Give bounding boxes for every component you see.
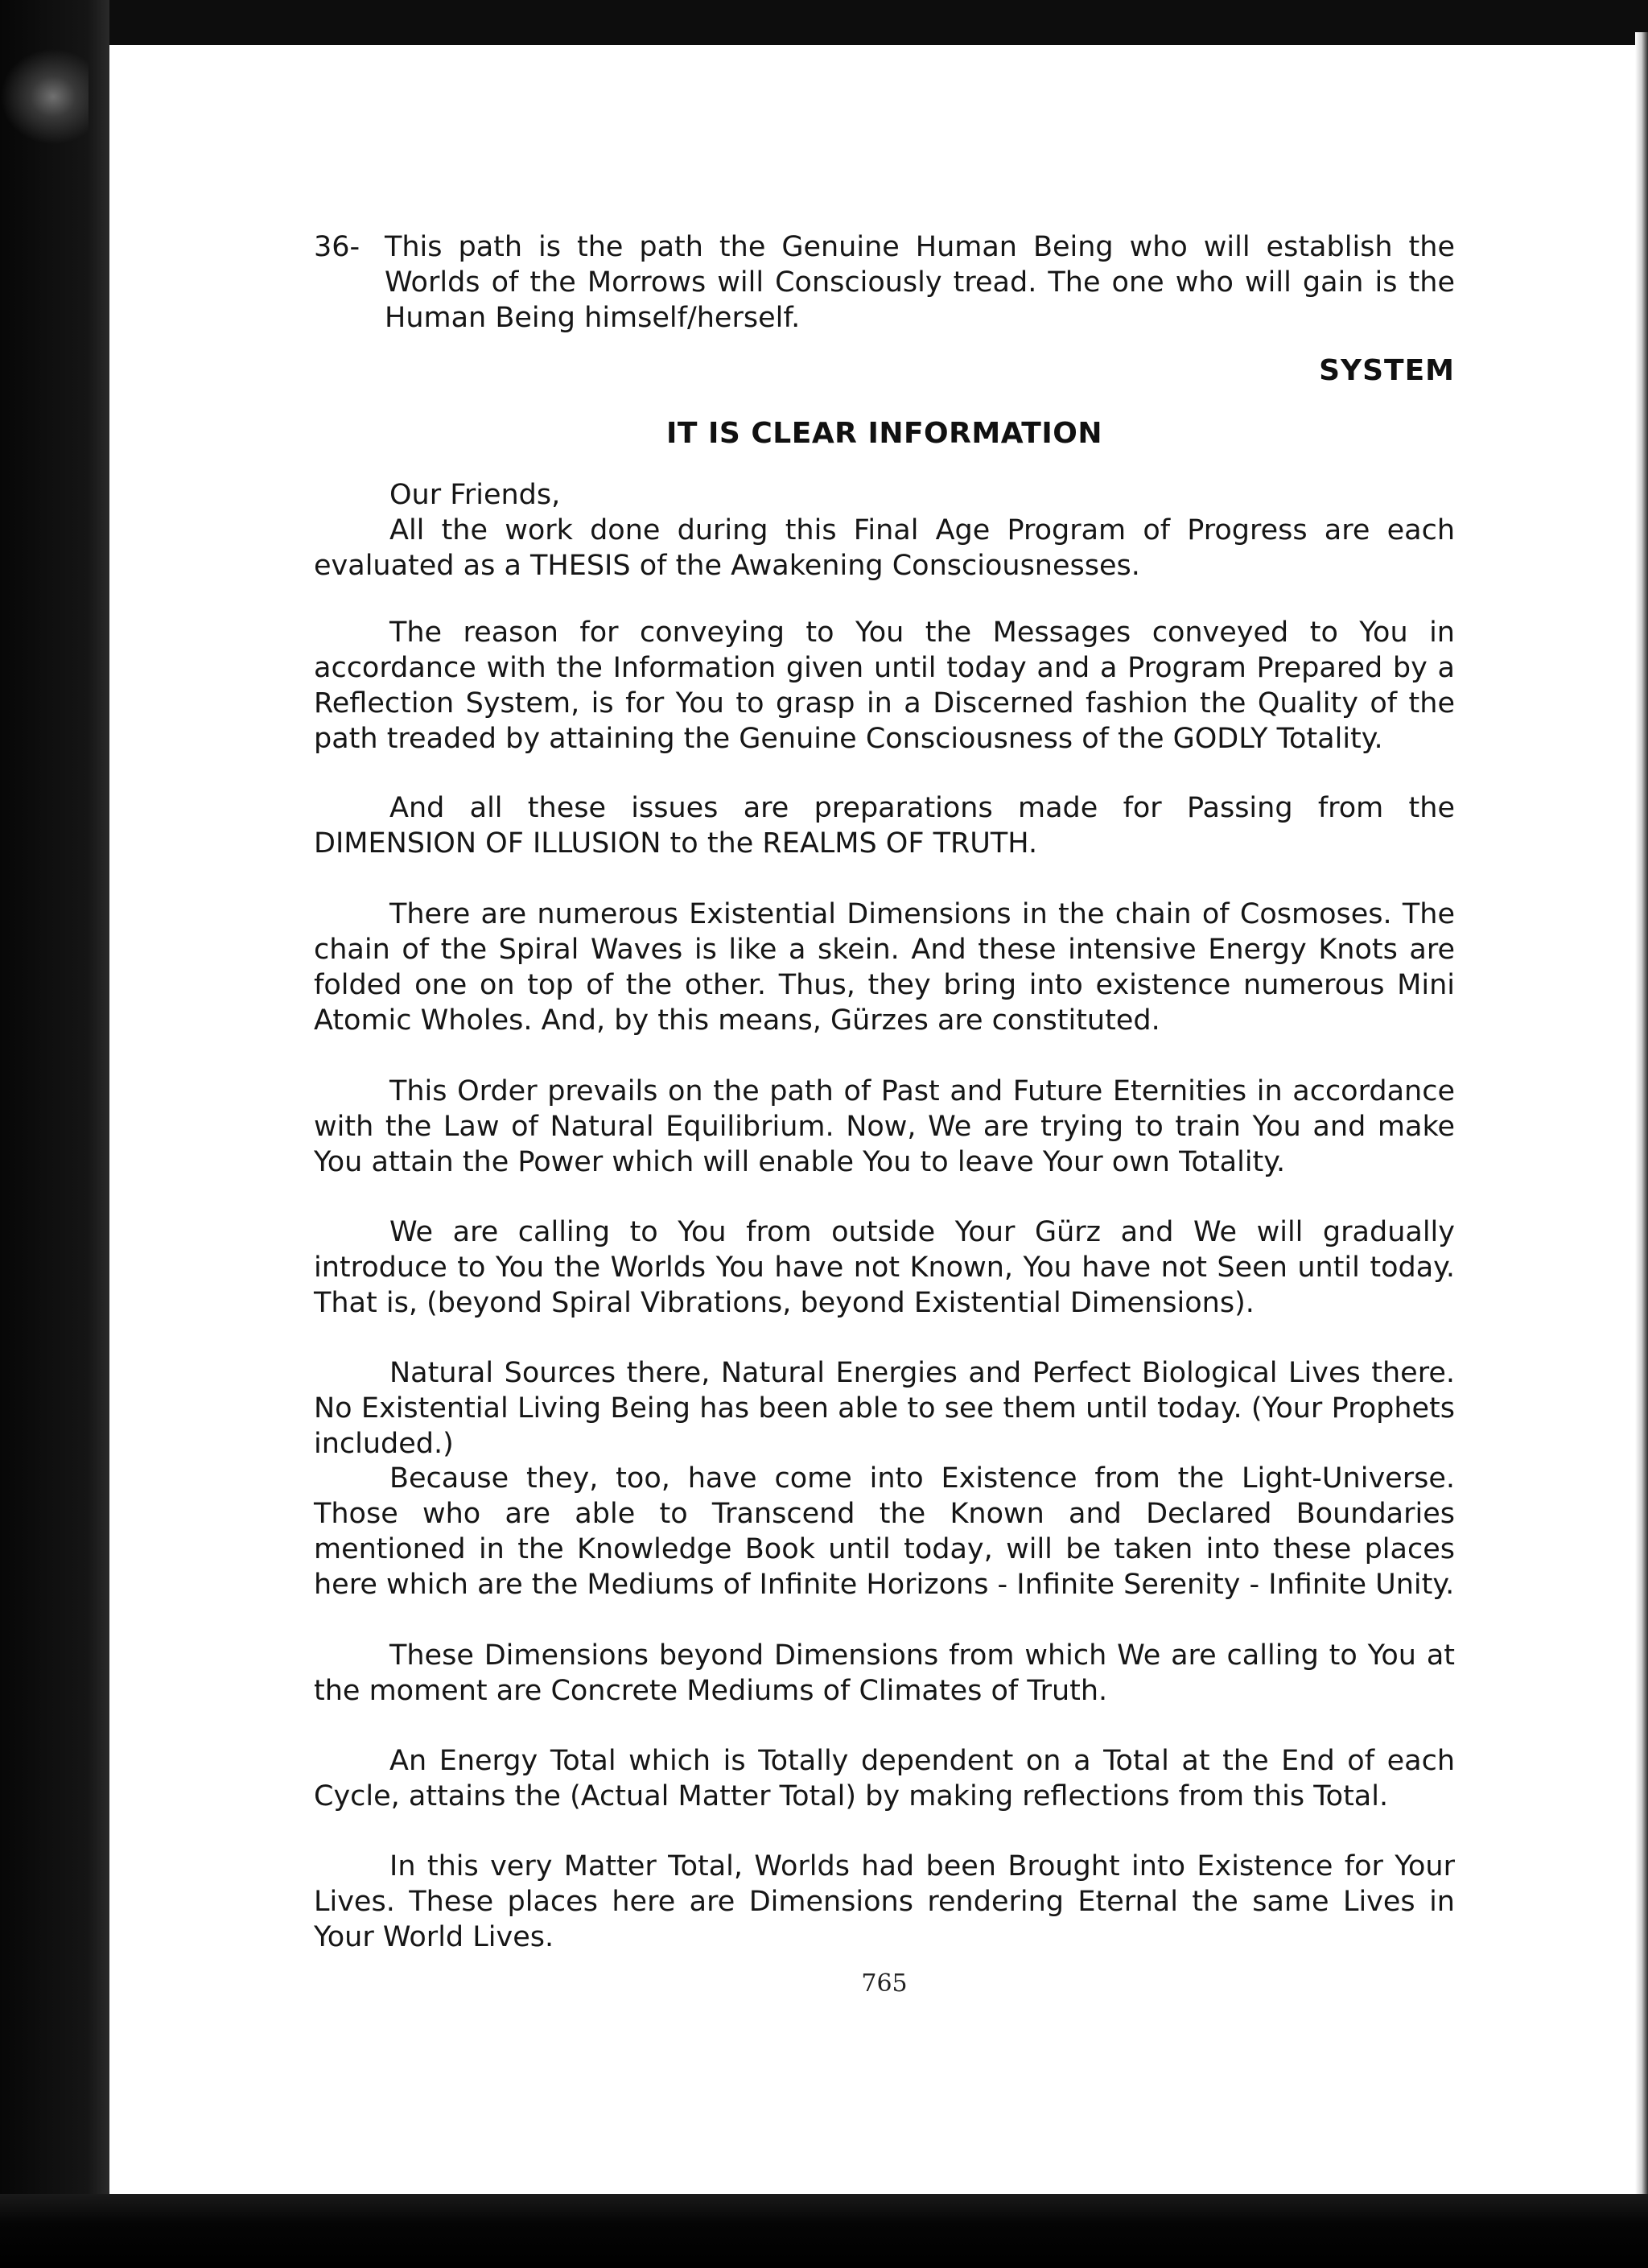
numbered-item-36 (314, 229, 1455, 336)
scan-artifact (0, 48, 89, 145)
item-number: 36- (314, 231, 360, 263)
paragraph: Because they, too, have come into Existence from the Light-Universe. Those who are able to Transcend the Known and Declared Boundaries mentioned in the Knowledge Book until today, will be taken into these places here which are the Mediums of Infinite Horizons - Infinite Serenity - Infinite Unity. (314, 1462, 1455, 1601)
paragraph: This Order prevails on the path of Past and Future Eternities in accordance with the Law of Natural Equilibrium. Now, We are trying to train You and make You attain the Power which will enable You to leave Your own Totality. (314, 1075, 1455, 1178)
paragraph: Natural Sources there, Natural Energies and Perfect Biological Lives there. No Existential Living Being has been able to see them until today. (Your Prophets included.) (314, 1357, 1455, 1460)
paragraph: We are calling to You from outside Your Gürz and We will gradually introduce to You the Worlds You have not Known, You have not Seen until today. That is, (beyond Spiral Vibrations, beyond Existential Dimensions). (314, 1216, 1455, 1319)
item-text: This path is the path the Genuine Human Being who will establish the Worlds of the Morrows will Consciously tread. The one who will gain is the Human Being himself/herself. (385, 231, 1455, 334)
paragraph: An Energy Total which is Totally dependent on a Total at the End of each Cycle, attains the (Actual Matter Total) by making reflections from this Total. (314, 1745, 1455, 1812)
paragraph: All the work done during this Final Age Program of Progress are each evaluated as a THESIS of the Awakening Consciousnesses. (314, 514, 1455, 582)
paragraph: In this very Matter Total, Worlds had been Brought into Existence for Your Lives. These places here are Dimensions rendering Eternal the same Lives in Your World Lives. (314, 1850, 1455, 1953)
scan-border-right (1635, 32, 1648, 2205)
paragraph: And all these issues are preparations made for Passing from the DIMENSION OF ILLUSION to the REALMS OF TRUTH. (314, 792, 1455, 860)
scan-border-left (0, 0, 109, 2268)
page-number: 765 (861, 1969, 908, 1998)
scan-border-top (0, 0, 1648, 45)
paragraph: These Dimensions beyond Dimensions from which We are calling to You at the moment are Concrete Mediums of Climates of Truth. (314, 1639, 1455, 1707)
system-heading: SYSTEM (1319, 354, 1455, 387)
salutation: Our Friends, (389, 479, 561, 511)
paragraph: There are numerous Existential Dimensions in the chain of Cosmoses. The chain of the Spiral Waves is like a skein. And these intensive Energy Knots are folded one on top of the other. Thus, they bring into existence numerous Mini Atomic Wholes. And, by this means, Gürzes are constituted. (314, 898, 1455, 1037)
paragraph: The reason for conveying to You the Messages conveyed to You in accordance with the Information given until today and a Program Prepared by a Reflection System, is for You to grasp in a Discerned fashion the Quality of the path treaded by attaining the Genuine Consciousness of the GODLY Totality. (314, 616, 1455, 755)
scan-border-bottom (0, 2194, 1648, 2268)
section-title: IT IS CLEAR INFORMATION (666, 417, 1102, 450)
